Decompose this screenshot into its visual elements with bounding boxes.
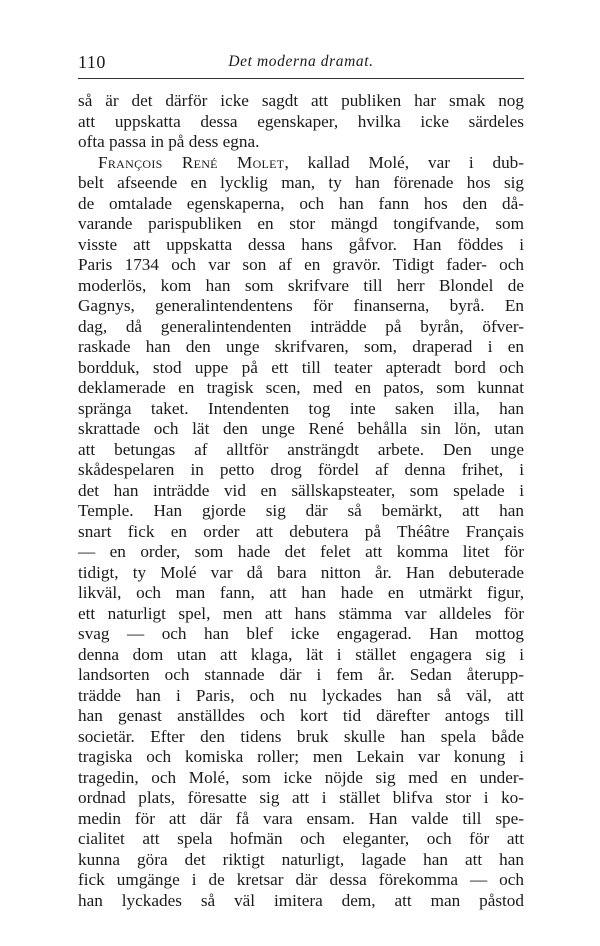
header-rule [78, 78, 524, 79]
text-line [78, 153, 524, 174]
text-line: skådespelaren in petto drog fördel af denna frihet, i [78, 460, 524, 479]
text-line: raskade han den unge skrifvaren, som, draperad i en [78, 337, 524, 356]
text-line: han genast anställdes och kort tid därefter antogs till [78, 706, 524, 725]
text-line: fick umgänge i de kretsar där dessa förekomma — och [78, 870, 524, 889]
text-line: att uppskatta dessa egenskaper, hvilka icke särdeles [78, 111, 524, 131]
text-line: skrattade och lät den unge René behålla sin lön, utan [78, 419, 524, 438]
text-line: visste att uppskatta dessa hans gåfvor. Han föddes i [78, 234, 524, 254]
text-line: de omtalade egenskaperna, och han fann hos den då- [78, 193, 524, 213]
text-line: Temple. Han gjorde sig där så bemärkt, att han [78, 501, 524, 520]
text-line: tragiska och komiska roller; men Lekain var konung i [78, 747, 524, 766]
text-line: ett naturligt spel, men att hans stämma var alldeles för [78, 603, 524, 623]
text-line: likväl, och man fann, att han hade en utmärkt figur, [78, 583, 524, 602]
text-line: Paris 1734 och var son af en gravör. Tidigt fader- och [78, 255, 524, 274]
text-line: ordnad plats, föresatte sig att i stället blifva stor i ko- [78, 788, 524, 807]
text-line: bordduk, stod uppe på ett till teater apteradt bord och [78, 357, 524, 377]
text-line: så är det därför icke sagdt att publiken har smak nog [78, 91, 524, 110]
person-name: François René Molet [98, 152, 285, 172]
text-line: cialitet att spela hofmän och eleganter, och för att [78, 829, 524, 848]
text-line: varande parispubliken en stor mängd tongifvande, som [78, 214, 524, 233]
page-number: 110 [78, 52, 106, 72]
text-line: tragedin, och Molé, som icke nöjde sig med en under- [78, 767, 524, 787]
body-text [78, 91, 524, 911]
text-line: societär. Efter den tidens bruk skulle han spela både [78, 726, 524, 746]
running-title: Det moderna dramat. [228, 53, 374, 70]
text-line: denna dom utan att klaga, lät i stället engagera sig i [78, 644, 524, 664]
text-line: deklamerade en tragisk scen, med en patos, som kunnat [78, 378, 524, 397]
text-line: ofta passa in på dess egna. [78, 132, 260, 151]
text-line: — en order, som hade det felet att komma litet för [78, 542, 524, 561]
text-line-rest: , kallad Molé, var i dub- [284, 152, 524, 172]
text-line: att betungas af alltför ansträngdt arbete. Den unge [78, 439, 524, 459]
text-line: han lyckades så väl imitera dem, att man påstod [78, 890, 524, 910]
text-line: snart fick en order att debutera på Théâtre Français [78, 521, 524, 541]
text-line: landsorten och stannade där i fem år. Sedan återupp- [78, 665, 524, 684]
text-line: det han inträdde vid en sällskapsteater, som spelade i [78, 480, 524, 500]
page-header [78, 50, 524, 76]
text-line: spränga taket. Intendenten tog inte saken illa, han [78, 398, 524, 418]
text-line: belt afseende en lycklig man, ty han förenade hos sig [78, 173, 524, 192]
text-line: Gagnys, generalintendentens för finanserna, byrå. En [78, 296, 524, 315]
text-line: medin för att där få vara ensam. Han valde till spe- [78, 808, 524, 828]
text-line: dag, då generalintendenten inträdde på byrån, öfver- [78, 316, 524, 336]
text-line: kunna göra det riktigt naturligt, lagade han att han [78, 849, 524, 869]
text-line: moderlös, kom han som skrifvare till herr Blondel de [78, 275, 524, 295]
text-line: svag — och han blef icke engagerad. Han mottog [78, 624, 524, 643]
text-line: tidigt, ty Molé var då bara nitton år. Han debuterade [78, 562, 524, 582]
text-line: trädde han i Paris, och nu lyckades han så väl, att [78, 685, 524, 705]
